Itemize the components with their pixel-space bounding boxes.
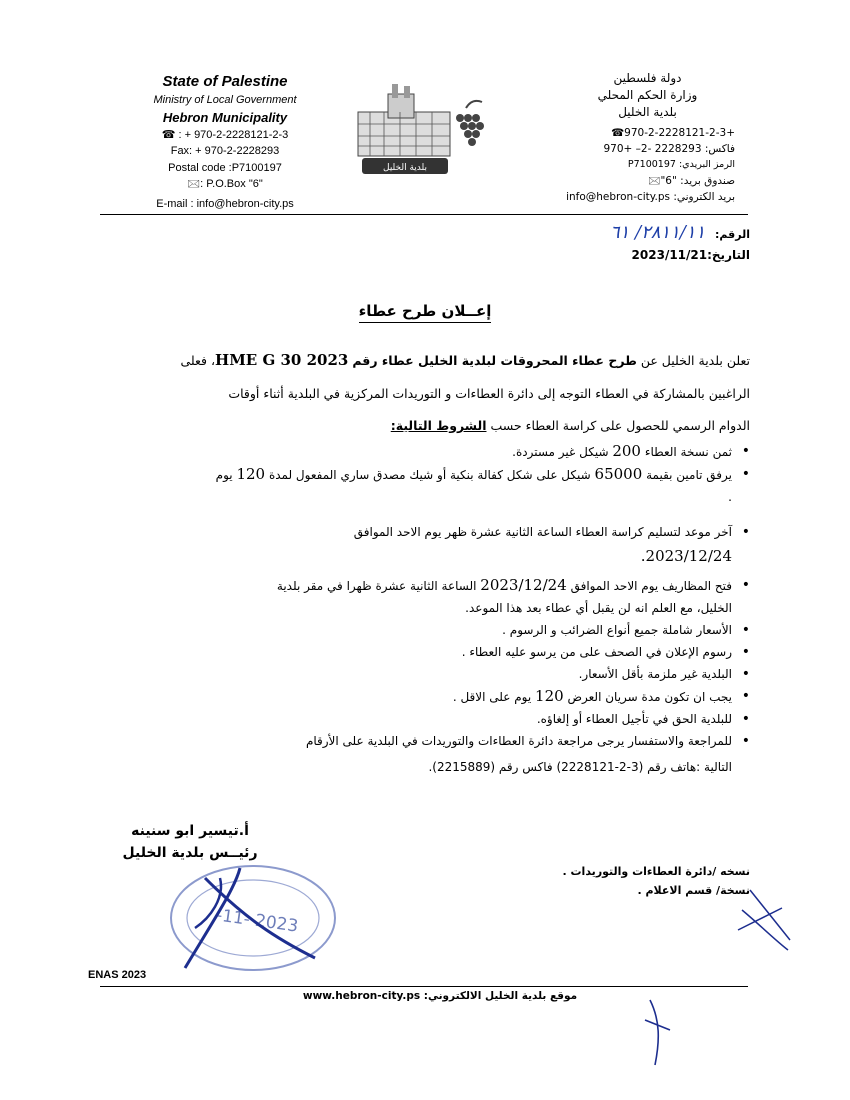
date-label: التاريخ:	[707, 248, 750, 262]
intro-line-2: الراغبين بالمشاركة في العطاء التوجه إلى دائرة العطاءات و التوريدات المركزية في البلدية أثناء أوقات	[228, 386, 750, 401]
intro-line-3: الدوام الرسمي للحصول على كراسة العطاء حسب الشروط التالية:	[390, 418, 750, 433]
postal-code-en: Postal code :P7100197	[168, 161, 282, 174]
website-label: موقع بلدية الخليل الالكتروني:	[423, 990, 578, 1002]
condition-item: • ثمن نسخة العطاء 200 شيكل غير مستردة.	[150, 440, 750, 463]
email-label-ar: بريد الكتروني:	[673, 191, 735, 203]
fax-en: Fax: + 970-2-2228293	[170, 145, 280, 157]
copy-line-tenders: نسخه /دائرة العطاءات والتوريدات .	[562, 865, 750, 878]
state-name-ar: دولة فلسطين	[613, 71, 682, 85]
condition-item: • يجب ان تكون مدة سريان العرض 120 يوم على الاقل .	[150, 685, 750, 708]
official-stamp	[165, 858, 340, 978]
letterhead-english	[110, 72, 340, 212]
intro-line-1: تعلن بلدية الخليل عن طرح عطاء المحروقات لبلدية الخليل عطاء رقم HME G 30 2023، فعلى	[180, 351, 750, 369]
date-value: 2023/11/21	[631, 248, 708, 262]
condition-item: • للمراجعة والاستفسار يرجى مراجعة دائرة العطاءات والتوريدات في البلدية على الأرقام التالية :هاتف رقم (3-2-2228121) فاكس رقم (2215889).	[150, 730, 750, 778]
municipality-name-ar: بلدية الخليل	[618, 105, 677, 119]
reference-number	[560, 222, 750, 243]
website-link[interactable]: www.hebron-city.ps	[302, 990, 421, 1002]
announcement-title: إعــلان طرح عطاء	[250, 302, 600, 320]
po-box-ar: صندوق بريد: "6"🖂	[648, 175, 735, 187]
signatory-name: أ.تيسير ابو سنينه	[131, 823, 249, 839]
footer-divider	[100, 986, 748, 987]
copy-line-media: نسخة/ قسم الاعلام .	[637, 884, 750, 897]
conditions-list-deadline	[150, 520, 750, 568]
condition-item: • البلدية غير ملزمة بأقل الأسعار.	[150, 663, 750, 685]
phone-ar: +970-2-2228121-2-3☎	[611, 127, 735, 139]
conditions-list-top	[150, 440, 750, 508]
header-divider	[100, 214, 748, 215]
condition-item: • آخر موعد لتسليم كراسة العطاء الساعة الثانية عشرة ظهر يوم الاحد الموافق 2023/12/24.	[150, 520, 750, 568]
condition-item: • رسوم الإعلان في الصحف على من يرسو عليه العطاء .	[150, 641, 750, 663]
handwritten-marks	[600, 880, 800, 1070]
phone-en: ☎ : + 970-2-2228121-2-3	[161, 128, 289, 141]
conditions-list-bottom	[150, 574, 750, 778]
logo-caption: بلدية الخليل	[383, 163, 427, 173]
typist-initials: ENAS 2023	[88, 969, 147, 981]
signatory-position: رئيــس بلدية الخليل	[122, 845, 258, 861]
letter-date	[560, 248, 750, 262]
ministry-name-ar: وزارة الحكم المحلي	[597, 88, 698, 102]
email-ar	[520, 189, 735, 205]
reference-label: الرقم:	[715, 228, 750, 241]
letterhead-arabic	[520, 70, 735, 205]
email-address-ar: info@hebron-city.ps	[566, 191, 670, 203]
municipality-logo	[348, 78, 488, 178]
condition-item: • يرفق تامين بقيمة 65000 شيكل على شكل كفالة بنكية أو شيك مصدق ساري المفعول لمدة 120 يوم .	[150, 463, 750, 508]
condition-item: • الأسعار شاملة جميع أنواع الضرائب و الرسوم .	[150, 619, 750, 641]
footer-website	[290, 990, 590, 1002]
condition-item: • فتح المظاريف يوم الاحد الموافق 2023/12/24 الساعة الثانية عشرة ظهرا في مقر بلدية الخليل، مع العلم انه لن يقبل أي عطاء بعد هذا الموعد.	[150, 574, 750, 619]
ministry-name-en: Ministry of Local Government	[153, 94, 297, 106]
postal-code-ar: الرمز البريدي: P7100197	[627, 159, 735, 170]
stamp-date: -11- 2023	[214, 905, 300, 937]
email-en: E-mail : info@hebron-city.ps	[156, 197, 294, 210]
po-box-en: 🖂: P.O.Box "6"	[187, 178, 263, 190]
municipality-name-en: Hebron Municipality	[162, 109, 288, 125]
fax-ar: فاكس: 2228293 -2– +970	[603, 143, 735, 155]
condition-item: • للبلدية الحق في تأجيل العطاء أو إلغاؤه.	[150, 708, 750, 730]
state-name-en: State of Palestine	[162, 73, 288, 90]
reference-handwritten: ٢٨١١/١١/ ٦١	[609, 222, 706, 243]
